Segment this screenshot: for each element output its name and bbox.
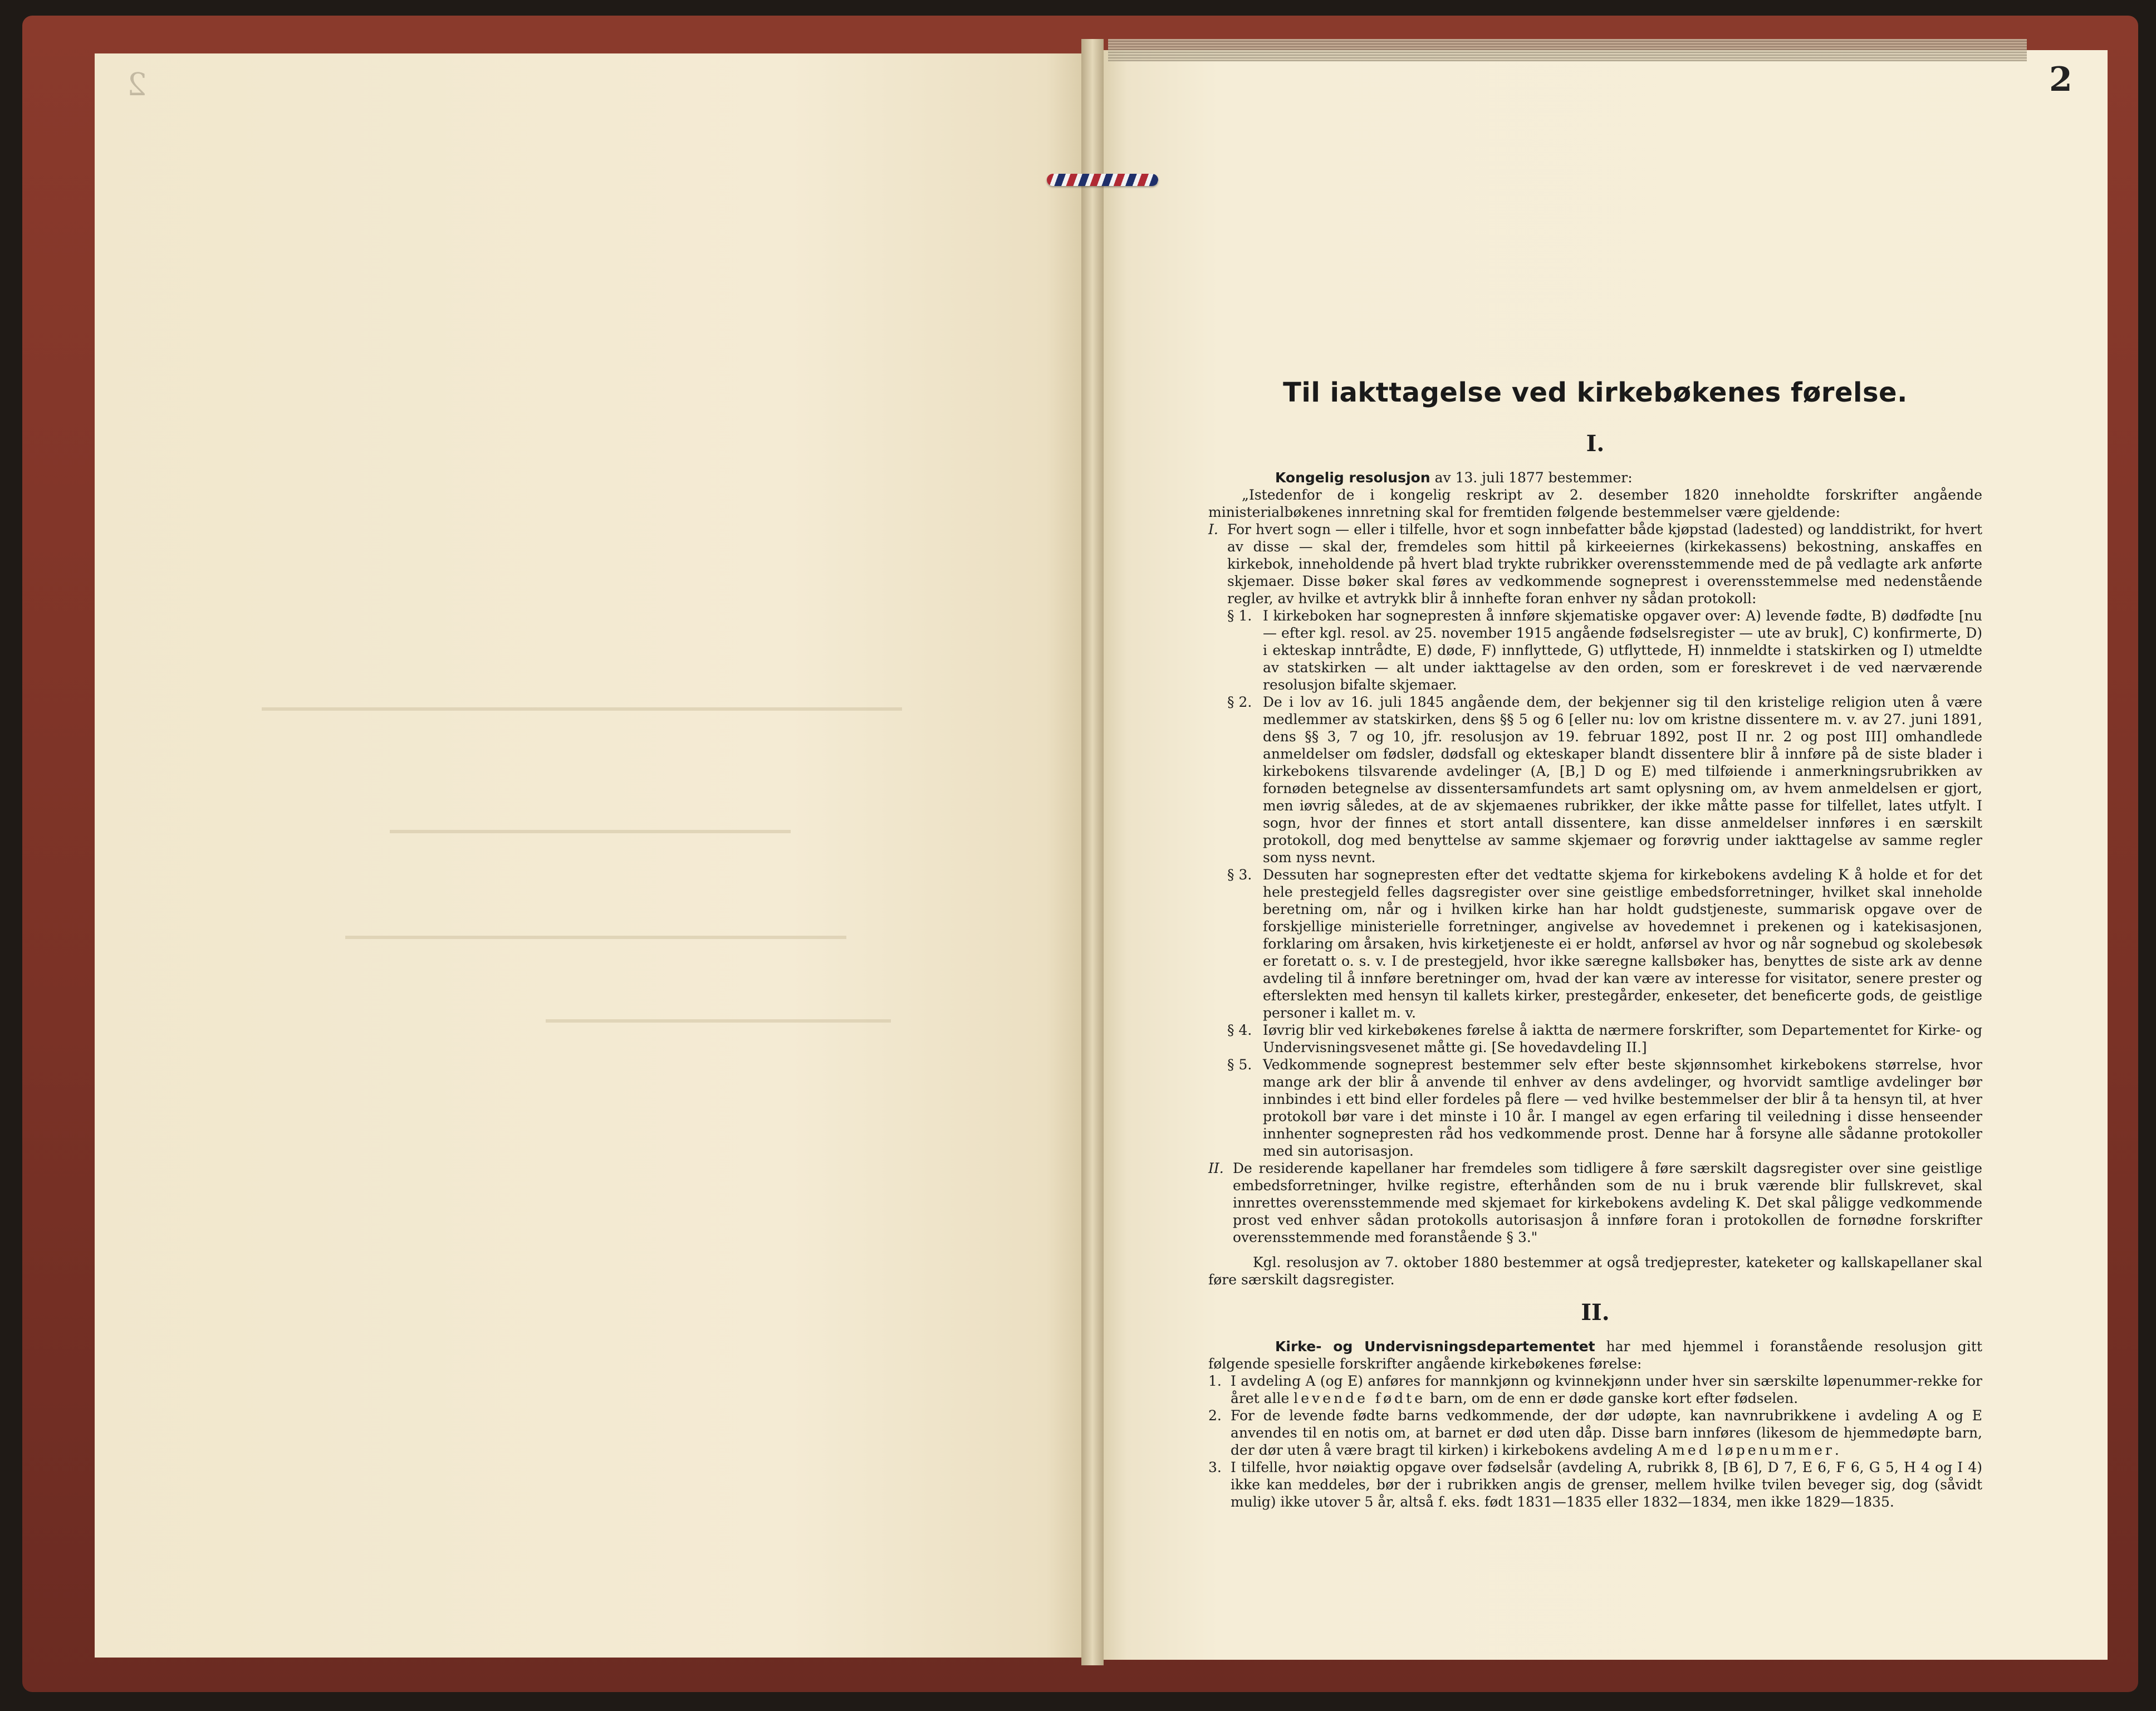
section-1-closing: Kgl. resolusjon av 7. oktober 1880 bestemmer at også tredjeprester, kateketer og kallskapellaner skal føre særskilt dagsregister. <box>1208 1254 1982 1288</box>
rule-text <box>1231 1372 1982 1407</box>
right-page-number: 2 <box>2049 60 2072 99</box>
paragraph-text: Dessuten har sognepresten efter det vedtatte skjema for kirkebokens avdeling K å holde et for det hele prestegjeld felles dagsregister over sine geistlige embedsforretninger, hvilket skal inneholde beretning om, når og i hvilken kirke han har holdt gudstjeneste, summarisk opgave over de forskjellige ministerielle forretninger, angivelse av hovedemnet i prekenen og i katekisasjonen, forklaring om årsaken, hvis kirketjeneste ei er holdt, anførsel av hvor og når sognebud og skolebesøk er foretatt o. s. v. I de prestegjeld, hvor ikke særegne kallsbøker has, benyttes de siste ark av denne avdeling til å innføre beretninger om, hvad der kan være av interesse for visitator, senere prester og efterslekten med hensyn til kallets kirker, prestegårder, enkeseter, det beneficerte gods, de geistlige personer i kallet m. v. <box>1263 867 1982 1021</box>
rule-text-a: For de levende fødte barns vedkommende, der dør udøpte, kan navnrubrikkene i avdeling A og E anvendes til en notis om, at barnet er død uten dåp. Disse barn innføres (likesom de hjemmedøpte barn, der dør uten å være bragt til kirken) i kirkebokens avdeling A <box>1231 1407 1982 1458</box>
section-1-lead-bold: Kongelig resolusjon <box>1275 470 1430 486</box>
left-page-number: 2 <box>127 67 147 103</box>
rule-number: 2. <box>1208 1407 1222 1424</box>
paragraph-text: Vedkommende sogneprest bestemmer selv efter beste skjønnsomhet kirkebokens størrelse, hvor mange ark der blir å anvende til enhver av dens avdelinger, og hvorvidt samtlige avdelinger bør innbindes i ett bind eller fordeles på flere — ved hvilke bestemmelser der blir å ta hensyn til, at hver protokoll bør vare i det minste i 10 år. I mangel av egen erfaring til veiledning i disse henseender innhenter sognepresten råd hos vedkommende prost. Denne har å forsyne alle sådanne protokoller med sin autorisasjon. <box>1263 1057 1982 1159</box>
paragraph-number: § 1. <box>1227 608 1252 624</box>
book-gutter <box>1081 39 1104 1665</box>
rule-text-a: I tilfelle, hvor nøiaktig opgave over fødselsår (avdeling A, rubrikk 8, [B 6], D 7, E 6, F 6, G 5, H 4 og I 4) ikke kan meddeles, bør der i rubrikken angis de grenser, mellem hvilke tvilen beveger sig, dog (såvidt mulig) ikke utover 5 år, altså f. eks. født 1831—1835 eller 1832—1834, men ikke 1829—1835. <box>1231 1459 1982 1510</box>
rule-emphasis: levende fødte <box>1293 1390 1425 1406</box>
page-edges <box>1108 39 2027 61</box>
item-I <box>1208 521 1982 607</box>
show-through-line <box>546 1019 891 1023</box>
item-II <box>1208 1160 1982 1246</box>
item-text: For hvert sogn — eller i tilfelle, hvor et sogn innbefatter både kjøpstad (ladested) og landdistrikt, for hvert av disse — skal der, fremdeles som hittil på kirkeeiernes (kirkekassens) bekostning, anskaffes en kirkebok, inneholdende på hvert blad trykte rubrikker overensstemmende med de på vedlagte ark anførte skjemaer. Disse bøker skal føres av vedkommende sogneprest i overensstemmelse med nedenstående regler, av hvilke et avtrykk blir å innhefte foran enhver ny sådan protokoll: <box>1227 521 1982 607</box>
paragraph-number: § 5. <box>1227 1057 1252 1073</box>
rule-text-a: I avdeling A (og E) anføres for mannkjønn og kvinnekjønn under hver sin særskilte løpenummer-rekke for året alle <box>1231 1373 1982 1406</box>
show-through-line <box>345 936 846 939</box>
rule-emphasis: med løpenummer <box>1672 1442 1835 1458</box>
paragraph-5 <box>1208 1056 1982 1160</box>
show-through-line <box>390 830 791 833</box>
rule-text <box>1231 1407 1982 1459</box>
document-body <box>1208 377 1983 1510</box>
item-text: De residerende kapellaner har fremdeles som tidligere å føre særskilt dagsregister over sine geistlige embedsforretninger, hvilke registre, efterhånden som de nu i bruk værende blir fullskrevet, skal innrettes overensstemmende med skjemaet for kirkebokens avdeling K. Det skal påligge vedkommende prost ved enhver sådan protokolls autorisasjon å innføre foran i protokollen de fornødne forskrifter overensstemmende med foranstående § 3." <box>1233 1160 1982 1245</box>
rule-text-b: barn, om de enn er døde ganske kort efter fødselen. <box>1425 1390 1799 1406</box>
section-2-lead-rest: har med hjemmel i foranstående resolusjon gitt følgende spesielle forskrifter angående kirkebøkenes førelse: <box>1208 1338 1983 1372</box>
left-page <box>95 53 1086 1658</box>
section-1-intro: „Istedenfor de i kongelig reskript av 2. desember 1820 inneholdte forskrifter angående ministerialbøkenes innretning skal for fremtiden følgende bestemmelser være gjeldende: <box>1208 487 1982 520</box>
rule-number: 3. <box>1208 1459 1222 1475</box>
paragraph-4 <box>1208 1021 1982 1056</box>
paragraph-2 <box>1208 693 1982 866</box>
paragraph-number: § 3. <box>1227 867 1252 883</box>
section-2-lead-bold: Kirke- og Undervisningsdepartementet <box>1275 1338 1595 1355</box>
paragraph-1 <box>1208 607 1982 693</box>
rule-text <box>1231 1459 1982 1510</box>
item-number: II. <box>1208 1160 1224 1176</box>
paragraph-number: § 4. <box>1227 1022 1252 1038</box>
item-number: I. <box>1208 521 1218 537</box>
rule-3 <box>1208 1459 1982 1510</box>
section-1-lead <box>1208 469 1982 486</box>
rule-number: 1. <box>1208 1373 1222 1389</box>
show-through-line <box>262 707 902 711</box>
paragraph-text: I kirkeboken har sognepresten å innføre skjematiske opgaver over: A) levende fødte, B) dødfødte [nu — efter kgl. resol. av 25. november 1915 angående fødselsregister — ute av bruk], C) konfirmerte, D) i ekteskap inntrådte, E) døde, F) innflyttede, G) utflyttede, H) innmeldte i statskirken og I) utmeldte av statskirken — alt under iakttagelse av den orden, som er foreskrevet i de ved nærværende resolusjon bifalte skjemaer. <box>1263 608 1982 693</box>
paragraph-text: De i lov av 16. juli 1845 angående dem, der bekjenner sig til den kristelige religion uten å være medlemmer av statskirken, dens §§ 5 og 6 [eller nu: lov om kristne dissentere m. v. av 27. juni 1891, dens §§ 3, 7 og 10, jfr. resolusjon av 19. februar 1892, post II nr. 2 og post III] omhandlede anmeldelser om fødsler, dødsfall og ekteskaper blandt dissentere blir å innføre på de siste blader i kirkebokens tilsvarende avdelinger (A, [B,] D og E) med tilføiende i anmerkningsrubrikken av fornøden betegnelse av dissentersamfundets art samt oplysning om, av hvem anmeldelsen er gjort, men iøvrig således, at de av skjemaenes rubrikker, der ikke måtte passe for tilfellet, lates utfylt. I sogn, hvor der finnes et stort antall dissentere, kan disse anmeldelser innføres i en særskilt protokoll, dog med benyttelse av samme skjemaer og forøvrig under iakttagelse av samme regler som nyss nevnt. <box>1263 694 1982 866</box>
paragraph-text: Iøvrig blir ved kirkebøkenes førelse å iaktta de nærmere forskrifter, som Departementet for Kirke- og Undervisningsvesenet måtte gi. [Se hovedavdeling II.] <box>1263 1022 1982 1055</box>
section-1-heading: I. <box>1586 431 1605 457</box>
section-2-lead <box>1208 1338 1982 1372</box>
section-2-heading: II. <box>1581 1299 1610 1326</box>
rule-text-b: . <box>1834 1442 1839 1458</box>
binding-cord <box>1047 174 1158 186</box>
document-title: Til iakttagelse ved kirkebøkenes førelse. <box>1283 377 1908 408</box>
paragraph-number: § 2. <box>1227 694 1252 710</box>
paragraph-3 <box>1208 866 1982 1021</box>
rule-2 <box>1208 1407 1982 1459</box>
rule-1 <box>1208 1372 1982 1407</box>
section-1-lead-rest: av 13. juli 1877 bestemmer: <box>1430 470 1633 486</box>
